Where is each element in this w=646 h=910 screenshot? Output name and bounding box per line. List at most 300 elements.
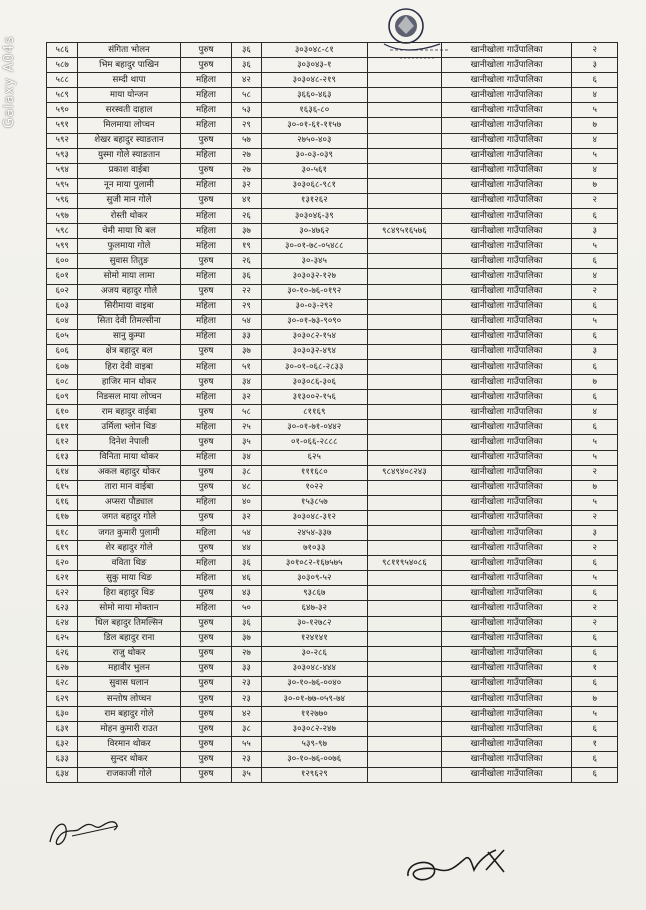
table-row [47, 480, 618, 495]
phone-cell [367, 541, 441, 556]
serial-number-cell: ६३३ [47, 752, 78, 767]
municipality-cell: खानीखोला गाउँपालिका [441, 344, 572, 359]
ward-cell: ५ [572, 571, 618, 586]
ward-cell: ६ [572, 646, 618, 661]
age-cell: ४२ [232, 707, 261, 722]
age-cell: २६ [232, 209, 261, 224]
age-cell: ४४ [232, 541, 261, 556]
gender-cell: पुरुष [180, 510, 232, 525]
name-cell: विनिता माया थोकर [78, 450, 180, 465]
phone-cell [367, 43, 441, 58]
name-cell: विरमान थोकर [78, 737, 180, 752]
municipality-cell: खानीखोला गाउँपालिका [441, 314, 572, 329]
serial-number-cell: ६२७ [47, 661, 78, 676]
name-cell: रोस्ती थोकर [78, 209, 180, 224]
name-cell: माया योन्जन [78, 88, 180, 103]
name-cell: धिल बहादुर तिमल्सिन [78, 616, 180, 631]
age-cell: ४८ [232, 480, 261, 495]
table-row [47, 148, 618, 163]
table-row [47, 163, 618, 178]
serial-number-cell: ६०७ [47, 359, 78, 374]
age-cell: २७ [232, 646, 261, 661]
age-cell: ३७ [232, 344, 261, 359]
serial-number-cell: ६३१ [47, 722, 78, 737]
gender-cell: महिला [180, 224, 232, 239]
ward-cell: ४ [572, 133, 618, 148]
serial-number-cell: ६३० [47, 707, 78, 722]
citizenship-number-cell: ८११६९ [261, 405, 367, 420]
serial-number-cell: ६०३ [47, 299, 78, 314]
citizenship-number-cell: ३०३०४३-१ [261, 58, 367, 73]
phone-cell [367, 375, 441, 390]
age-cell: १९ [232, 239, 261, 254]
name-cell: राजु थोकर [78, 646, 180, 661]
ward-cell: ४ [572, 88, 618, 103]
phone-cell [367, 344, 441, 359]
table-row [47, 571, 618, 586]
ward-cell: ४ [572, 405, 618, 420]
serial-number-cell: ६२६ [47, 646, 78, 661]
serial-number-cell: ६३२ [47, 737, 78, 752]
gender-cell: महिला [180, 178, 232, 193]
table-row [47, 209, 618, 224]
municipality-cell: खानीखोला गाउँपालिका [441, 284, 572, 299]
name-cell: जगत कुमारी पुलामी [78, 526, 180, 541]
phone-cell [367, 359, 441, 374]
ward-cell: ५ [572, 103, 618, 118]
name-cell: हिरा बहादुर थिङ [78, 586, 180, 601]
gender-cell: महिला [180, 571, 232, 586]
municipality-cell: खानीखोला गाउँपालिका [441, 73, 572, 88]
municipality-cell: खानीखोला गाउँपालिका [441, 254, 572, 269]
municipality-cell: खानीखोला गाउँपालिका [441, 269, 572, 284]
age-cell: ३४ [232, 450, 261, 465]
serial-number-cell: ६१३ [47, 450, 78, 465]
citizenship-number-cell: ३०-०३-२९२ [261, 299, 367, 314]
serial-number-cell: ५९३ [47, 148, 78, 163]
citizenship-number-cell: ३०-४७६२ [261, 224, 367, 239]
name-cell: शेखर बहादुर स्याङतान [78, 133, 180, 148]
ward-cell: ५ [572, 435, 618, 450]
gender-cell: महिला [180, 359, 232, 374]
citizenship-number-cell: १०२२ [261, 480, 367, 495]
municipality-cell: खानीखोला गाउँपालिका [441, 480, 572, 495]
gender-cell: महिला [180, 73, 232, 88]
municipality-cell: खानीखोला गाउँपालिका [441, 299, 572, 314]
table-row [47, 616, 618, 631]
gender-cell: पुरुष [180, 375, 232, 390]
age-cell: ३३ [232, 329, 261, 344]
ward-cell: ५ [572, 239, 618, 254]
municipality-cell: खानीखोला गाउँपालिका [441, 586, 572, 601]
citizenship-number-cell: २७५०-४०३ [261, 133, 367, 148]
gender-cell: पुरुष [180, 586, 232, 601]
table-row [47, 284, 618, 299]
phone-cell [367, 148, 441, 163]
ward-cell: १ [572, 737, 618, 752]
age-cell: २६ [232, 254, 261, 269]
citizenship-number-cell: ३०३०४८-३१२ [261, 510, 367, 525]
municipality-cell: खानीखोला गाउँपालिका [441, 103, 572, 118]
phone-cell [367, 616, 441, 631]
citizenship-number-cell: १३१२६२ [261, 193, 367, 208]
ward-cell: ३ [572, 224, 618, 239]
phone-cell [367, 692, 441, 707]
phone-cell [367, 73, 441, 88]
table-row [47, 420, 618, 435]
serial-number-cell: ५९७ [47, 209, 78, 224]
age-cell: ३६ [232, 43, 261, 58]
serial-number-cell: ६२४ [47, 616, 78, 631]
citizenship-number-cell: ३०-१०-७६-००७६ [261, 752, 367, 767]
table-row [47, 631, 618, 646]
municipality-cell: खानीखोला गाउँपालिका [441, 450, 572, 465]
ward-cell: ६ [572, 359, 618, 374]
ward-cell: ६ [572, 676, 618, 691]
phone-cell [367, 586, 441, 601]
age-cell: ५८ [232, 405, 261, 420]
citizenship-number-cell: १२४१४१ [261, 631, 367, 646]
gender-cell: पुरुष [180, 616, 232, 631]
municipality-cell: खानीखोला गाउँपालिका [441, 88, 572, 103]
phone-cell [367, 314, 441, 329]
serial-number-cell: ५९५ [47, 178, 78, 193]
name-cell: चेमी माया घि बल [78, 224, 180, 239]
citizenship-number-cell: ३०१०८२-१६७५७५ [261, 556, 367, 571]
phone-cell [367, 510, 441, 525]
table-row [47, 510, 618, 525]
age-cell: ५१ [232, 359, 261, 374]
table-row [47, 646, 618, 661]
phone-cell [367, 329, 441, 344]
age-cell: ३५ [232, 767, 261, 782]
citizenship-number-cell: ३६६०-४६३ [261, 88, 367, 103]
citizenship-number-cell: ३०-०३-०३९ [261, 148, 367, 163]
ward-cell: ५ [572, 495, 618, 510]
gender-cell: पुरुष [180, 58, 232, 73]
name-cell: मोहन कुमारी राउत [78, 722, 180, 737]
phone-cell [367, 254, 441, 269]
phone-cell: ९८११९५४०८६ [367, 556, 441, 571]
gender-cell: महिला [180, 556, 232, 571]
name-cell: तारा मान वाईबा [78, 480, 180, 495]
municipality-cell: खानीखोला गाउँपालिका [441, 163, 572, 178]
name-cell: सम्दी थापा [78, 73, 180, 88]
citizenship-number-cell: ३०-०१-७३-९०९० [261, 314, 367, 329]
serial-number-cell: ६२० [47, 556, 78, 571]
table-row [47, 692, 618, 707]
ward-cell: २ [572, 465, 618, 480]
serial-number-cell: ६०१ [47, 269, 78, 284]
age-cell: २३ [232, 676, 261, 691]
citizenship-number-cell: ३०-०१-७८-०५४८८ [261, 239, 367, 254]
age-cell: २९ [232, 299, 261, 314]
name-cell: सरस्वती दाहाल [78, 103, 180, 118]
table-row [47, 737, 618, 752]
phone-cell [367, 58, 441, 73]
age-cell: ४० [232, 495, 261, 510]
phone-cell [367, 631, 441, 646]
serial-number-cell: ५९४ [47, 163, 78, 178]
citizenship-number-cell: ३०-१०-७६-००४० [261, 676, 367, 691]
serial-number-cell: ६३४ [47, 767, 78, 782]
municipality-cell: खानीखोला गाउँपालिका [441, 571, 572, 586]
age-cell: २७ [232, 163, 261, 178]
ward-cell: ७ [572, 118, 618, 133]
age-cell: २९ [232, 118, 261, 133]
table-row [47, 375, 618, 390]
gender-cell: पुरुष [180, 193, 232, 208]
citizenship-number-cell: ३०३०३२-१२७ [261, 269, 367, 284]
municipality-cell: खानीखोला गाउँपालिका [441, 707, 572, 722]
citizenship-number-cell: १११६८० [261, 465, 367, 480]
name-cell: राजकाजी गोले [78, 767, 180, 782]
ward-cell: ६ [572, 299, 618, 314]
phone-cell [367, 209, 441, 224]
table-row [47, 344, 618, 359]
ward-cell: ६ [572, 390, 618, 405]
gender-cell: पुरुष [180, 43, 232, 58]
citizenship-number-cell: ५३९-९७ [261, 737, 367, 752]
age-cell: ५७ [232, 133, 261, 148]
age-cell: ४१ [232, 193, 261, 208]
ward-cell: ४ [572, 269, 618, 284]
municipality-cell: खानीखोला गाउँपालिका [441, 541, 572, 556]
table-row [47, 103, 618, 118]
age-cell: ३३ [232, 661, 261, 676]
serial-number-cell: ५८६ [47, 43, 78, 58]
signature-left [44, 812, 128, 852]
ward-cell: ७ [572, 375, 618, 390]
citizenship-number-cell: ३०-१२७८२ [261, 616, 367, 631]
gender-cell: पुरुष [180, 480, 232, 495]
municipality-cell: खानीखोला गाउँपालिका [441, 133, 572, 148]
serial-number-cell: ६२८ [47, 676, 78, 691]
name-cell: उर्मिला भ्लोन थिङ [78, 420, 180, 435]
table-row [47, 495, 618, 510]
name-cell: सुवास तितुङ [78, 254, 180, 269]
municipality-cell: खानीखोला गाउँपालिका [441, 676, 572, 691]
municipality-cell: खानीखोला गाउँपालिका [441, 193, 572, 208]
ward-cell: २ [572, 193, 618, 208]
ward-cell: ६ [572, 586, 618, 601]
ward-cell: ६ [572, 329, 618, 344]
phone-cell [367, 480, 441, 495]
gender-cell: पुरुष [180, 676, 232, 691]
ward-cell: १ [572, 661, 618, 676]
name-cell: सुन्दर थोकर [78, 752, 180, 767]
table-row [47, 707, 618, 722]
age-cell: ३६ [232, 269, 261, 284]
ward-cell: २ [572, 510, 618, 525]
phone-cell [367, 239, 441, 254]
age-cell: ३७ [232, 631, 261, 646]
municipality-cell: खानीखोला गाउँपालिका [441, 58, 572, 73]
table-row [47, 73, 618, 88]
serial-number-cell: ५९८ [47, 224, 78, 239]
age-cell: ३६ [232, 556, 261, 571]
serial-number-cell: ६०२ [47, 284, 78, 299]
ward-cell: ६ [572, 767, 618, 782]
phone-cell [367, 163, 441, 178]
table-row [47, 254, 618, 269]
name-cell: मिलमाया लोप्चन [78, 118, 180, 133]
phone-cell: ९८४९४०८२४३ [367, 465, 441, 480]
municipality-cell: खानीखोला गाउँपालिका [441, 178, 572, 193]
serial-number-cell: ६०८ [47, 375, 78, 390]
gender-cell: महिला [180, 118, 232, 133]
age-cell: ३२ [232, 178, 261, 193]
citizenship-number-cell: ९३८६७ [261, 586, 367, 601]
gender-cell: पुरुष [180, 405, 232, 420]
name-cell: सोमो माया मोक्तान [78, 601, 180, 616]
age-cell: ४६ [232, 571, 261, 586]
citizenship-number-cell: ३०३०९-५२ [261, 571, 367, 586]
gender-cell: पुरुष [180, 752, 232, 767]
municipality-cell: खानीखोला गाउँपालिका [441, 601, 572, 616]
name-cell: अप्सरा पौड्याल [78, 495, 180, 510]
serial-number-cell: ६१६ [47, 495, 78, 510]
name-cell: सोमो माया लामा [78, 269, 180, 284]
age-cell: ५० [232, 601, 261, 616]
age-cell: ५४ [232, 314, 261, 329]
citizenship-number-cell: ३०-५६१ [261, 163, 367, 178]
citizenship-number-cell: ३०३०८२-२४७ [261, 722, 367, 737]
gender-cell: पुरुष [180, 707, 232, 722]
municipality-cell: खानीखोला गाउँपालिका [441, 329, 572, 344]
ward-cell: ३ [572, 526, 618, 541]
ward-cell: ३ [572, 58, 618, 73]
ward-cell: ५ [572, 450, 618, 465]
ward-cell: २ [572, 284, 618, 299]
serial-number-cell: ६२९ [47, 692, 78, 707]
ward-cell: २ [572, 541, 618, 556]
phone-cell [367, 88, 441, 103]
ward-cell: ६ [572, 722, 618, 737]
municipality-cell: खानीखोला गाउँपालिका [441, 526, 572, 541]
municipality-cell: खानीखोला गाउँपालिका [441, 661, 572, 676]
ward-cell: ६ [572, 254, 618, 269]
citizenship-number-cell: ६२५ [261, 450, 367, 465]
age-cell: ३६ [232, 58, 261, 73]
serial-number-cell: ५९९ [47, 239, 78, 254]
table-row [47, 435, 618, 450]
citizenship-number-cell: ७१०३३ [261, 541, 367, 556]
municipality-cell: खानीखोला गाउँपालिका [441, 692, 572, 707]
gender-cell: पुरुष [180, 133, 232, 148]
citizenship-number-cell: ६४७-३२ [261, 601, 367, 616]
municipality-cell: खानीखोला गाउँपालिका [441, 359, 572, 374]
name-cell: राम बहादुर वाईबा [78, 405, 180, 420]
citizenship-number-cell: ३०३०४८-२१९ [261, 73, 367, 88]
table-row [47, 239, 618, 254]
gender-cell: पुरुष [180, 344, 232, 359]
ward-cell: ५ [572, 314, 618, 329]
phone-cell [367, 707, 441, 722]
age-cell: ३६ [232, 616, 261, 631]
ward-cell: ५ [572, 148, 618, 163]
name-cell: अकल बहादुर थोकर [78, 465, 180, 480]
serial-number-cell: ६२५ [47, 631, 78, 646]
phone-cell [367, 405, 441, 420]
ward-cell: ७ [572, 692, 618, 707]
table-row [47, 133, 618, 148]
municipality-cell: खानीखोला गाउँपालिका [441, 118, 572, 133]
age-cell: ३५ [232, 435, 261, 450]
register-table [46, 42, 618, 783]
municipality-cell: खानीखोला गाउँपालिका [441, 465, 572, 480]
name-cell: प्रकाश वाईबा [78, 163, 180, 178]
name-cell: शेर बहादुर गोले [78, 541, 180, 556]
table-row [47, 586, 618, 601]
name-cell: युस्मा गोले स्याङतान [78, 148, 180, 163]
serial-number-cell: ५८९ [47, 88, 78, 103]
citizenship-number-cell: ३०-०१-०६८-२८३३ [261, 359, 367, 374]
age-cell: ४३ [232, 586, 261, 601]
municipality-cell: खानीखोला गाउँपालिका [441, 390, 572, 405]
table-row [47, 661, 618, 676]
name-cell: जगत बहादुर गोले [78, 510, 180, 525]
ward-cell: २ [572, 43, 618, 58]
serial-number-cell: ६२२ [47, 586, 78, 601]
gender-cell: पुरुष [180, 163, 232, 178]
phone-cell [367, 767, 441, 782]
name-cell: सुजी मान गोले [78, 193, 180, 208]
phone-cell [367, 133, 441, 148]
municipality-cell: खानीखोला गाउँपालिका [441, 209, 572, 224]
citizenship-number-cell: ३०-३४५ [261, 254, 367, 269]
gender-cell: महिला [180, 601, 232, 616]
table-row [47, 752, 618, 767]
age-cell: ५५ [232, 737, 261, 752]
serial-number-cell: ५८७ [47, 58, 78, 73]
municipality-cell: खानीखोला गाउँपालिका [441, 495, 572, 510]
municipality-cell: खानीखोला गाउँपालिका [441, 435, 572, 450]
phone-cell [367, 450, 441, 465]
age-cell: ३७ [232, 224, 261, 239]
gender-cell: महिला [180, 239, 232, 254]
citizenship-number-cell: १२९६२९ [261, 767, 367, 782]
signature-right [400, 840, 520, 890]
serial-number-cell: ६०४ [47, 314, 78, 329]
phone-cell [367, 435, 441, 450]
ward-cell: २ [572, 601, 618, 616]
gender-cell: पुरुष [180, 254, 232, 269]
municipality-cell: खानीखोला गाउँपालिका [441, 646, 572, 661]
serial-number-cell: ६१८ [47, 526, 78, 541]
serial-number-cell: ६१२ [47, 435, 78, 450]
age-cell: २७ [232, 148, 261, 163]
gender-cell: महिला [180, 329, 232, 344]
municipality-cell: खानीखोला गाउँपालिका [441, 375, 572, 390]
age-cell: २२ [232, 284, 261, 299]
ward-cell: ७ [572, 178, 618, 193]
serial-number-cell: ६१७ [47, 510, 78, 525]
name-cell: हाजिर मान थोकर [78, 375, 180, 390]
citizenship-number-cell: ३०३०३२-४९४ [261, 344, 367, 359]
serial-number-cell: ५९२ [47, 133, 78, 148]
table-row [47, 556, 618, 571]
gender-cell: पुरुष [180, 692, 232, 707]
gender-cell: महिला [180, 526, 232, 541]
name-cell: सिरीमाया वाइबा [78, 299, 180, 314]
serial-number-cell: ६१९ [47, 541, 78, 556]
citizenship-number-cell: ३०३०६८-९८१ [261, 178, 367, 193]
table-row [47, 722, 618, 737]
name-cell: दिनेश नेपाली [78, 435, 180, 450]
municipality-cell: खानीखोला गाउँपालिका [441, 224, 572, 239]
age-cell: ५३ [232, 103, 261, 118]
